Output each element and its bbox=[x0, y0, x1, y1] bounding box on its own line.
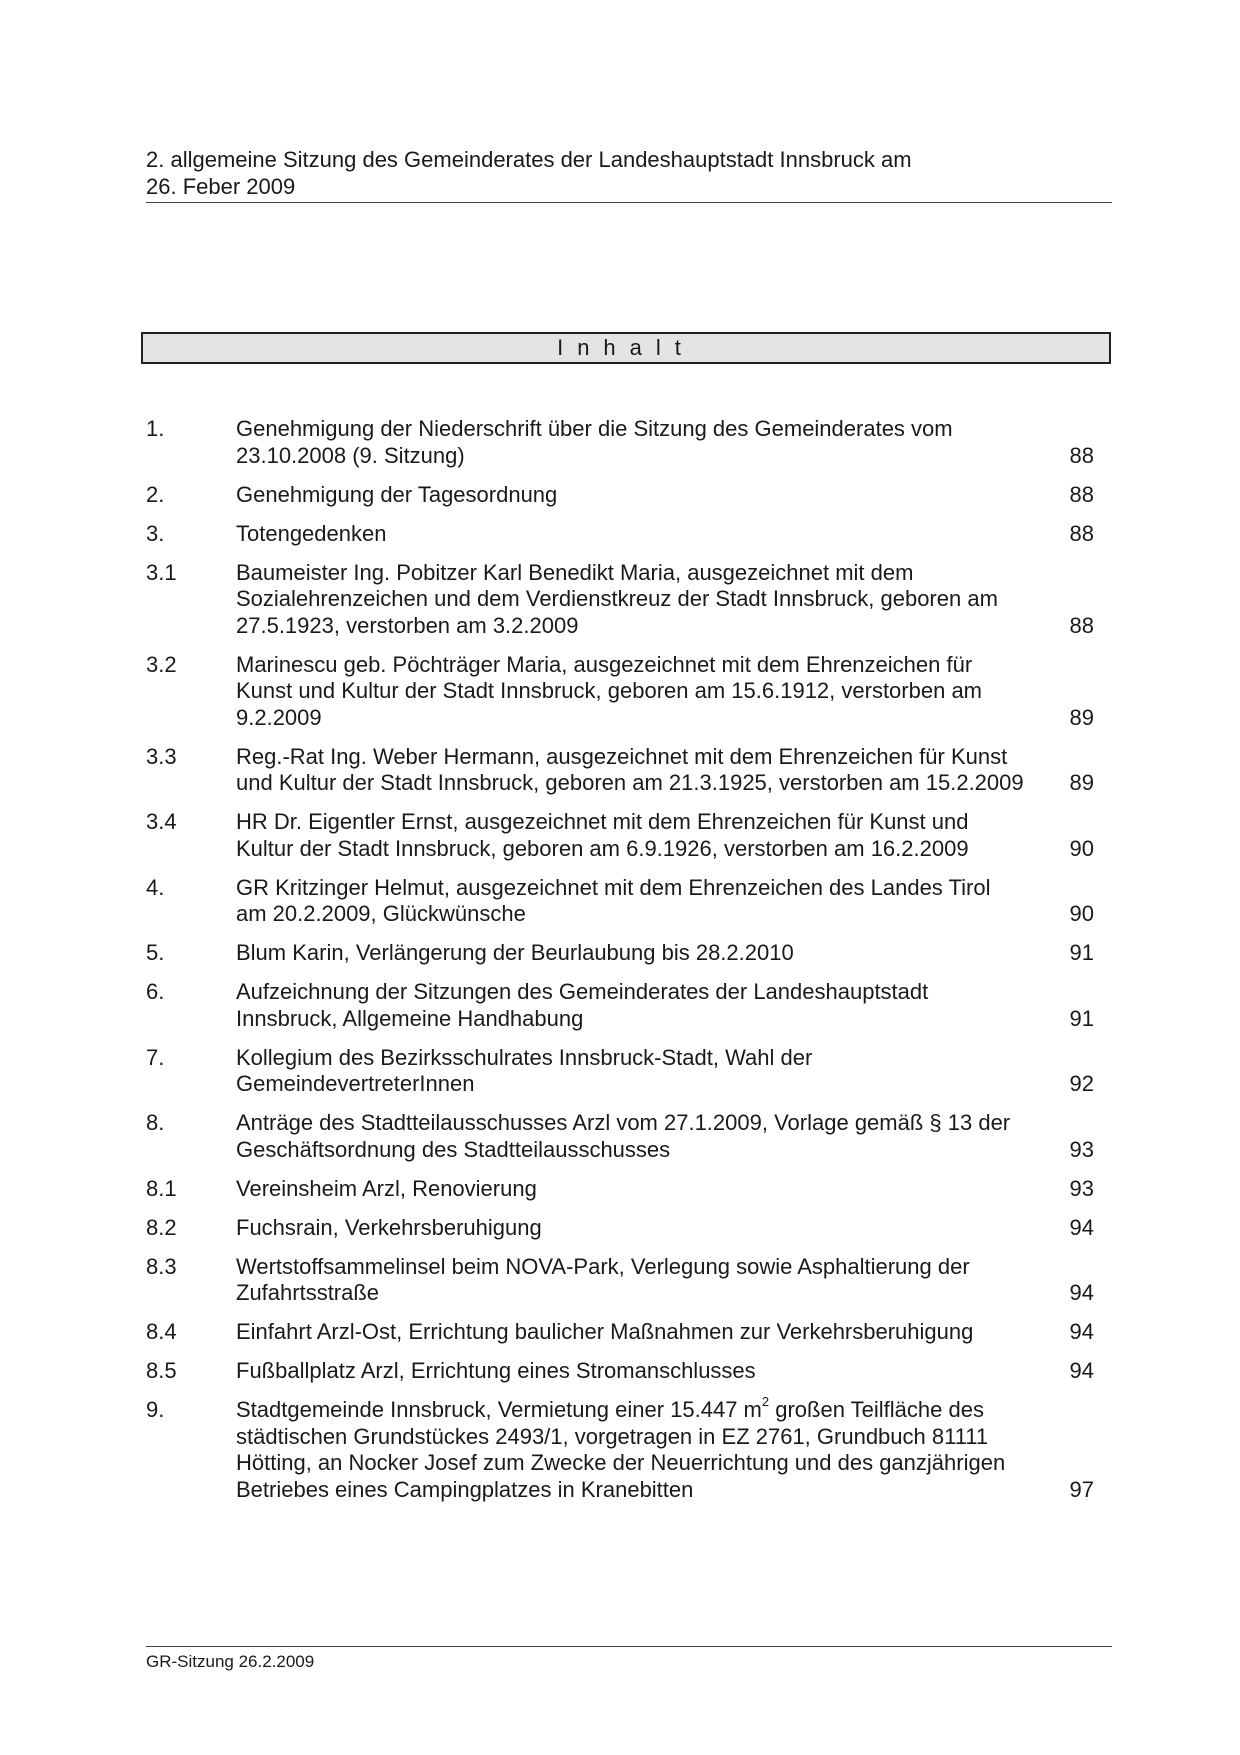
toc-entry-title: Aufzeichnung der Sitzungen des Gemeinderates der Landeshauptstadt Innsbruck, Allgemeine Handhabung bbox=[236, 979, 929, 1031]
toc-entry-page: 90 bbox=[1069, 835, 1094, 861]
toc-entry-page: 88 bbox=[1069, 481, 1094, 507]
toc-entry-number: 1. bbox=[146, 416, 165, 441]
toc-entry-number: 9. bbox=[146, 1397, 165, 1422]
toc-entry-page: 88 bbox=[1069, 612, 1094, 638]
section-title-box bbox=[141, 332, 1111, 364]
toc-entry-number: 6. bbox=[146, 979, 165, 1004]
toc-entry-page: 88 bbox=[1069, 520, 1094, 546]
toc-entry-number: 7. bbox=[146, 1044, 165, 1070]
toc-entry[interactable] bbox=[146, 652, 1096, 732]
toc-entry-number: 3.1 bbox=[146, 559, 177, 585]
toc-entry[interactable] bbox=[146, 1045, 1096, 1098]
toc-entry-number: 3.2 bbox=[146, 651, 177, 677]
table-of-contents bbox=[146, 416, 1096, 1516]
toc-entry[interactable] bbox=[146, 979, 1096, 1032]
section-title: Inhalt bbox=[557, 335, 695, 360]
toc-entry[interactable] bbox=[146, 744, 1096, 797]
toc-entry-title: Fuchsrain, Verkehrsberuhigung bbox=[236, 1214, 542, 1240]
toc-entry-page: 90 bbox=[1069, 901, 1094, 926]
toc-entry-page: 94 bbox=[1069, 1280, 1094, 1305]
toc-entry-page: 88 bbox=[1069, 442, 1094, 468]
toc-entry-number: 4. bbox=[146, 874, 165, 900]
toc-entry-title: Genehmigung der Tagesordnung bbox=[236, 481, 558, 507]
toc-entry-number: 8.1 bbox=[146, 1175, 177, 1201]
toc-entry-number: 2. bbox=[146, 481, 165, 507]
toc-entry-page: 94 bbox=[1069, 1319, 1094, 1344]
toc-entry-number: 8.2 bbox=[146, 1214, 177, 1240]
toc-entry-title: Totengedenken bbox=[236, 520, 387, 546]
toc-entry[interactable] bbox=[146, 1254, 1096, 1307]
header-line-2: 26. Feber 2009 bbox=[146, 174, 296, 199]
toc-entry-page: 92 bbox=[1069, 1071, 1094, 1096]
toc-entry-title: Fußballplatz Arzl, Errichtung eines Stromanschlusses bbox=[236, 1358, 756, 1383]
toc-entry-title: Einfahrt Arzl-Ost, Errichtung baulicher Maßnahmen zur Verkehrsberuhigung bbox=[236, 1319, 974, 1344]
toc-entry-page: 93 bbox=[1069, 1175, 1094, 1201]
toc-entry-page: 94 bbox=[1069, 1358, 1094, 1383]
toc-entry-page: 91 bbox=[1069, 940, 1094, 965]
toc-entry[interactable] bbox=[146, 1176, 1096, 1203]
toc-entry-number: 8.5 bbox=[146, 1358, 177, 1383]
toc-entry[interactable] bbox=[146, 809, 1096, 862]
header-rule bbox=[146, 202, 1112, 203]
toc-entry-page: 94 bbox=[1069, 1214, 1094, 1240]
toc-entry-number: 8. bbox=[146, 1110, 165, 1135]
toc-entry-title: Marinescu geb. Pöchträger Maria, ausgezeichnet mit dem Ehrenzeichen für Kunst und Kultur der Stadt Innsbruck, geboren am 15.6.1912, verstorben am 9.2.2009 bbox=[236, 651, 983, 730]
superscript: 2 bbox=[761, 1393, 770, 1409]
toc-entry[interactable] bbox=[146, 521, 1096, 548]
toc-entry-title: Genehmigung der Niederschrift über die Sitzung des Gemeinderates vom 23.10.2008 (9. Sitzung) bbox=[236, 416, 953, 468]
toc-entry[interactable] bbox=[146, 1358, 1096, 1385]
toc-entry[interactable] bbox=[146, 875, 1096, 928]
toc-entry-page: 89 bbox=[1069, 770, 1094, 795]
toc-entry[interactable] bbox=[146, 1215, 1096, 1242]
toc-entry[interactable] bbox=[146, 940, 1096, 967]
toc-entry[interactable] bbox=[146, 482, 1096, 509]
toc-entry-page: 89 bbox=[1069, 704, 1094, 730]
toc-entry-number: 3.4 bbox=[146, 809, 177, 834]
document-header bbox=[146, 146, 1106, 200]
toc-entry-number: 5. bbox=[146, 940, 165, 965]
toc-entry-title-part: großen Teilfläche des städtischen Grundstückes 2493/1, vorgetragen in EZ 2761, Grundbuch 81111 Hötting, an Nocker Josef zum Zwecke der Neuerrichtung und des ganzjährigen Betriebes eines Campingplatzes in Kranebitten bbox=[236, 1397, 1006, 1502]
toc-entry-title-part: Stadtgemeinde Innsbruck, Vermietung einer 15.447 m bbox=[236, 1397, 762, 1422]
page-footer: GR-Sitzung 26.2.2009 bbox=[146, 1652, 315, 1671]
toc-entry-page: 97 bbox=[1069, 1476, 1094, 1502]
toc-entry-page: 91 bbox=[1069, 1005, 1094, 1031]
toc-entry[interactable] bbox=[146, 560, 1096, 640]
toc-entry[interactable] bbox=[146, 1110, 1096, 1163]
toc-entry-page: 93 bbox=[1069, 1136, 1094, 1162]
header-line-1: 2. allgemeine Sitzung des Gemeinderates der Landeshauptstadt Innsbruck am bbox=[146, 147, 912, 172]
toc-entry-title: HR Dr. Eigentler Ernst, ausgezeichnet mit dem Ehrenzeichen für Kunst und Kultur der Stadt Innsbruck, geboren am 6.9.1926, verstorben am 16.2.2009 bbox=[236, 809, 969, 861]
toc-entry-title: Vereinsheim Arzl, Renovierung bbox=[236, 1175, 537, 1201]
toc-entry[interactable] bbox=[146, 1393, 1096, 1503]
toc-entry-title bbox=[236, 1393, 1026, 1503]
toc-entry-title: Anträge des Stadtteilausschusses Arzl vom 27.1.2009, Vorlage gemäß § 13 der Geschäftsordnung des Stadtteilausschusses bbox=[236, 1110, 1011, 1162]
toc-entry-number: 3. bbox=[146, 520, 165, 546]
toc-entry-title: GR Kritzinger Helmut, ausgezeichnet mit dem Ehrenzeichen des Landes Tirol am 20.2.2009, Glückwünsche bbox=[236, 874, 991, 926]
toc-entry-number: 8.4 bbox=[146, 1319, 177, 1344]
toc-entry-title: Wertstoffsammelinsel beim NOVA-Park, Verlegung sowie Asphaltierung der Zufahrtsstraße bbox=[236, 1253, 970, 1305]
toc-entry[interactable] bbox=[146, 1319, 1096, 1346]
toc-entry-title: Reg.-Rat Ing. Weber Hermann, ausgezeichnet mit dem Ehrenzeichen für Kunst und Kultur der Stadt Innsbruck, geboren am 21.3.1925, verstorben am 15.2.2009 bbox=[236, 743, 1024, 795]
toc-entry-title: Kollegium des Bezirksschulrates Innsbruck-Stadt, Wahl der GemeindevertreterInnen bbox=[236, 1044, 813, 1096]
toc-entry-title: Baumeister Ing. Pobitzer Karl Benedikt Maria, ausgezeichnet mit dem Sozialehrenzeichen und dem Verdienstkreuz der Stadt Innsbruck, geboren am 27.5.1923, verstorben am 3.2.2009 bbox=[236, 559, 998, 638]
footer-rule bbox=[146, 1646, 1112, 1647]
toc-entry-title: Blum Karin, Verlängerung der Beurlaubung bis 28.2.2010 bbox=[236, 940, 794, 965]
toc-entry-number: 8.3 bbox=[146, 1253, 177, 1279]
toc-entry[interactable] bbox=[146, 416, 1096, 469]
toc-entry-number: 3.3 bbox=[146, 743, 177, 769]
